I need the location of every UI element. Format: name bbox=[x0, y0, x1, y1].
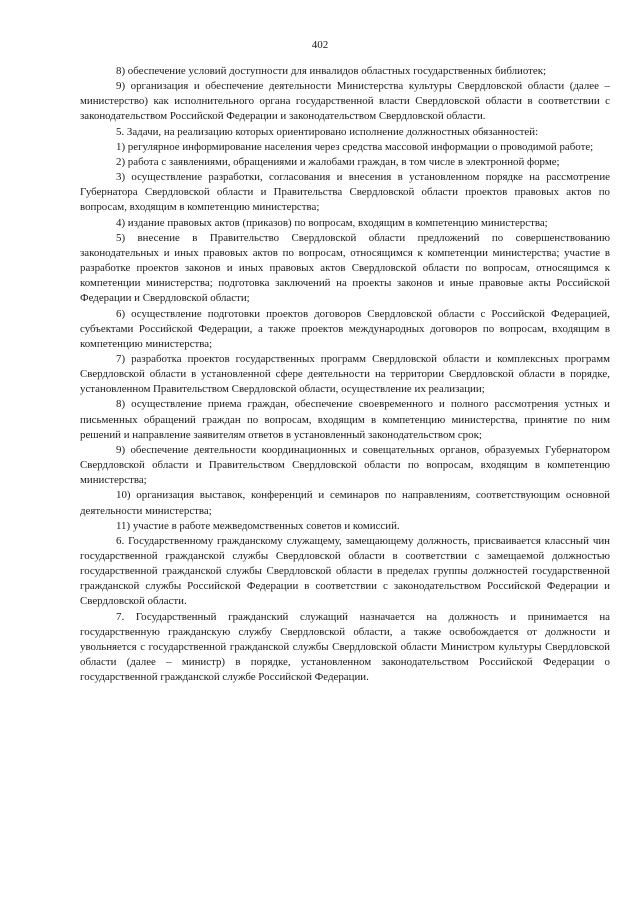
paragraph-7-appointment: 7. Государственный гражданский служащий назначается на должность и принимается на государственную гражданскую службу Свердловской области, а также освобождается от должности и увольняется с государственной гражданской службы Свердловской области Министром культуры Свердловской области (далее – министр) в порядке, установленном законодательством Российской Федерации о государственной гражданской службе Российской Федерации. bbox=[80, 610, 610, 684]
task-7-programs: 7) разработка проектов государственных программ Свердловской области и комплексных программ Свердловской области в установленной сфере деятельности на территории Свердловской области в порядке, установленном Правительством Свердловской области, осуществление их реализации; bbox=[80, 352, 610, 396]
task-2-appeals: 2) работа с заявлениями, обращениями и жалобами граждан, в том числе в электронной форме; bbox=[116, 155, 560, 168]
task-5-proposals: 5) внесение в Правительство Свердловской области предложений по совершенствованию законодательных и иных правовых актов по вопросам, относящимся к компетенции министерства; участие в разработке проектов законов и иных правовых актов Свердловской области по вопросам, относящимся к компетенции министерства; подготовка заключений на проекты законов и иные правовые акты Российской Федерации и Свердловской области; bbox=[80, 231, 610, 305]
paragraph-6-class-rank: 6. Государственному гражданскому служащему, замещающему должность, присваивается классный чин государственной гражданской службы Свердловской области в соответствии с замещаемой должностью государственной гражданской службы Свердловской области в пределах группы должностей государственной гражданской службы Российской Федерации в соответствии с законодательством Российской Федерации и Свердловской области. bbox=[80, 534, 610, 608]
task-10-exhibitions: 10) организация выставок, конференций и семинаров по направлениям, соответствующим основной деятельности министерства; bbox=[80, 489, 610, 517]
paragraph-9-ministry-activity: 9) организация и обеспечение деятельности Министерства культуры Свердловской области (далее – министерство) как исполнительного органа государственной власти Свердловской области в соответствии с законодательством Российской Федерации и законодательством Свердловской области. bbox=[80, 80, 610, 123]
paragraph-8-library-access: 8) обеспечение условий доступности для инвалидов областных государственных библиотек; bbox=[116, 65, 547, 77]
task-11-councils: 11) участие в работе межведомственных советов и комиссий. bbox=[116, 519, 400, 532]
task-6-agreements: 6) осуществление подготовки проектов договоров Свердловской области с Российской Федерацией, субъектами Российской Федерации, а также проектов международных договоров по вопросам, входящим в компетенцию министерства; bbox=[80, 307, 610, 350]
page-number: 402 bbox=[311, 39, 329, 51]
paragraph-5-tasks: 5. Задачи, на реализацию которых ориентировано исполнение должностных обязанностей: bbox=[116, 125, 539, 138]
task-1-informing: 1) регулярное информирование населения через средства массовой информации о проводимой работе; bbox=[116, 140, 594, 153]
task-9-coordination-bodies: 9) обеспечение деятельности координационных и совещательных органов, образуемых Губернатором Свердловской области и Правительством Свердловской области по вопросам, входящим в компетенцию министерства; bbox=[80, 443, 610, 487]
task-3-legal-drafts: 3) осуществление разработки, согласования и внесения в установленном порядке на рассмотрение Губернатора Свердловской области и Правительства Свердловской области проектов правовых актов по вопросам, входящим в компетенцию министерства; bbox=[80, 171, 610, 214]
task-4-orders: 4) издание правовых актов (приказов) по вопросам, входящим в компетенцию министерства; bbox=[116, 216, 548, 229]
task-8-citizen-reception: 8) осуществление приема граждан, обеспечение своевременного и полного рассмотрения устных и письменных обращений граждан по вопросам, входящим в компетенцию министерства, принятие по ним решений и направление заявителям ответов в установленный законодательством срок; bbox=[80, 398, 610, 441]
document-body bbox=[80, 64, 610, 685]
